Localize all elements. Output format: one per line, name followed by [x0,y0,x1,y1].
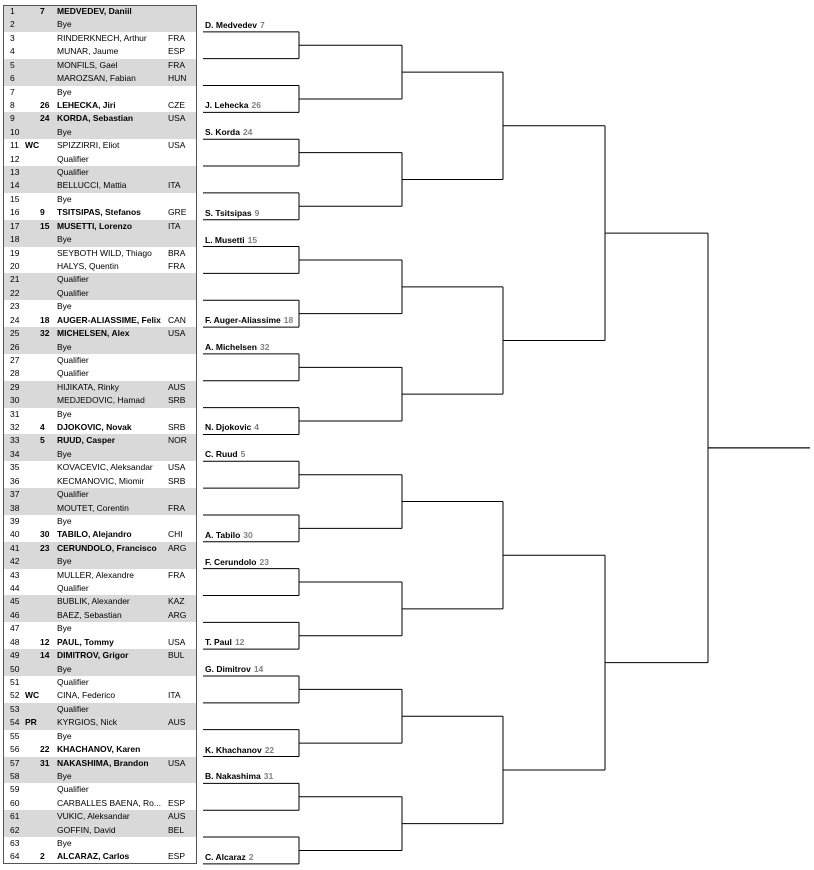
player-name: BELLUCCI, Mattia [57,180,127,191]
row-position: 64 [10,851,20,862]
row-position: 58 [10,770,20,781]
player-nationality: AUS [168,717,186,728]
player-nationality: USA [168,113,186,124]
row-position: 27 [10,354,20,365]
row-position: 14 [10,180,20,191]
round2-seed: 24 [242,127,253,138]
round2-player [205,422,259,432]
player-name: Bye [57,301,72,312]
round2-player [205,530,253,540]
player-nationality: FRA [168,260,185,271]
row-position: 56 [10,744,20,755]
row-position: 51 [10,677,20,687]
row-position: 38 [10,502,20,513]
player-nationality: FRA [168,59,185,70]
round2-name: T. Paul [205,637,232,648]
round2-player [205,342,269,352]
player-name: MAROZSAN, Fabian [57,73,136,84]
player-name: KECMANOVIC, Miomir [57,475,145,486]
round2-seed: 18 [283,315,294,326]
player-name: KORDA, Sebastian [57,113,134,124]
row-position: 50 [10,663,20,674]
round2-name: J. Lehecka [205,100,249,111]
row-position: 43 [10,569,20,580]
entry-tag: PR [25,717,37,728]
row-position: 32 [10,422,20,433]
round2-player [205,208,259,218]
row-position: 29 [10,381,20,392]
player-name: Qualifier [57,583,89,594]
player-name: Bye [57,770,72,781]
round2-name: A. Michelsen [205,341,257,352]
player-name: MOUTET, Corentin [57,502,129,513]
round2-player [205,852,254,862]
player-name: MULLER, Alexandre [57,569,135,580]
row-position: 52 [10,690,20,701]
player-name: MEDVEDEV, Daniil [57,6,132,16]
player-name: SEYBOTH WILD, Thiago [57,247,152,258]
player-nationality: FRA [168,32,185,43]
row-position: 20 [10,260,20,271]
row-position: 31 [10,408,20,419]
round2-seed: 2 [248,851,254,862]
seed-number: 22 [40,744,50,755]
player-name: Qualifier [57,354,89,365]
player-name: NAKASHIMA, Brandon [57,757,149,768]
round2-seed: 30 [243,529,253,540]
player-nationality: AUS [168,811,186,822]
round2-player [205,637,244,647]
player-name: KHACHANOV, Karen [57,744,141,755]
round2-seed: 14 [253,664,264,674]
player-nationality: ARG [168,609,187,620]
player-name: SPIZZIRRI, Eliot [57,140,120,151]
player-name: MONFILS, Gael [57,59,118,70]
row-position: 17 [10,220,20,231]
row-position: 15 [10,193,20,204]
player-name: Qualifier [57,153,89,164]
player-name: Bye [57,730,72,741]
row-position: 40 [10,529,20,540]
player-name: MUSETTI, Lorenzo [57,220,133,231]
row-position: 21 [10,274,20,285]
row-position: 54 [10,717,20,728]
player-name: Qualifier [57,677,89,687]
seed-number: 26 [40,99,50,110]
player-name: PAUL, Tommy [57,636,114,647]
row-position: 46 [10,609,20,620]
player-name: BUBLIK, Alexander [57,596,130,607]
row-position: 1 [10,6,15,16]
round2-player [205,235,257,245]
round2-name: C. Ruud [205,449,238,460]
player-name: AUGER-ALIASSIME, Felix [57,314,161,325]
player-nationality: ITA [168,690,181,701]
player-name: Bye [57,623,72,634]
player-name: Bye [57,515,72,526]
player-nationality: USA [168,462,186,473]
round2-seed: 7 [259,19,265,30]
player-name: Bye [57,341,72,352]
player-name: Bye [57,838,72,849]
row-position: 13 [10,167,20,178]
player-nationality: CAN [168,314,186,325]
round2-player [205,449,245,459]
seed-number: 4 [40,422,45,433]
player-name: Bye [57,193,72,204]
round2-seed: 9 [254,207,260,218]
row-position: 36 [10,475,20,486]
player-name: Qualifier [57,784,89,795]
seed-number: 14 [40,650,50,661]
player-nationality: ITA [168,180,181,191]
row-position: 59 [10,784,20,795]
player-nationality: NOR [168,435,187,446]
player-name: Bye [57,408,72,419]
seed-number: 23 [40,542,50,553]
round2-seed: 12 [234,637,245,648]
player-name: CERUNDOLO, Francisco [57,542,157,553]
round2-name: B. Nakashima [205,771,261,782]
round2-player [205,100,261,110]
player-nationality: ESP [168,46,186,57]
row-position: 44 [10,583,20,594]
player-nationality: GRE [168,207,187,218]
round2-seed: 5 [240,449,246,460]
player-name: RUUD, Casper [57,435,116,446]
row-position: 41 [10,542,20,553]
row-position: 34 [10,448,20,459]
row-position: 53 [10,703,20,714]
player-name: ALCARAZ, Carlos [57,851,130,862]
player-nationality: KAZ [168,596,185,607]
seed-number: 18 [40,314,50,325]
row-position: 9 [10,113,15,124]
player-name: CINA, Federico [57,690,116,701]
player-nationality: FRA [168,569,185,580]
row-position: 2 [10,19,15,30]
round2-name: L. Musetti [205,234,245,245]
seed-number: 9 [40,207,45,218]
round2-name: G. Dimitrov [205,664,251,674]
row-position: 35 [10,462,20,473]
player-nationality: USA [168,757,186,768]
player-name: Bye [57,86,72,97]
round2-player [205,664,263,674]
round2-player [205,771,273,781]
player-nationality: ARG [168,542,187,553]
player-name: HIJIKATA, Rinky [57,381,120,392]
player-name: GOFFIN, David [57,824,116,835]
row-position: 25 [10,328,20,339]
row-position: 5 [10,59,15,70]
player-nationality: BUL [168,650,185,661]
player-nationality: FRA [168,502,185,513]
player-name: MICHELSEN, Alex [57,328,130,339]
player-name: Qualifier [57,287,89,298]
row-position: 7 [10,86,15,97]
player-name: BAEZ, Sebastian [57,609,122,620]
round2-seed: 22 [264,744,275,755]
row-position: 30 [10,395,20,406]
player-name: VUKIC, Aleksandar [57,811,130,822]
round2-name: S. Korda [205,127,240,138]
player-name: Bye [57,556,72,567]
player-name: DJOKOVIC, Novak [57,422,132,433]
seed-number: 30 [40,529,50,540]
player-nationality: SRB [168,475,186,486]
player-name: MEDJEDOVIC, Hamad [57,395,145,406]
seed-number: 5 [40,435,45,446]
row-position: 22 [10,287,20,298]
seed-number: 24 [40,113,50,124]
row-position: 8 [10,99,15,110]
row-position: 24 [10,314,20,325]
round2-name: S. Tsitsipas [205,207,252,218]
player-nationality: AUS [168,381,186,392]
player-nationality: HUN [168,73,187,84]
row-position: 49 [10,650,20,661]
entry-tag: WC [25,140,40,151]
row-position: 23 [10,301,20,312]
row-position: 12 [10,153,20,164]
row-position: 48 [10,636,20,647]
seed-number: 32 [40,328,50,339]
player-name: KYRGIOS, Nick [57,717,117,728]
round2-seed: 4 [254,422,260,433]
player-nationality: USA [168,140,186,151]
player-name: TSITSIPAS, Stefanos [57,207,141,218]
player-name: Bye [57,126,72,137]
player-name: HALYS, Quentin [57,260,119,271]
player-nationality: CZE [168,99,185,110]
player-name: Qualifier [57,368,89,379]
player-name: LEHECKA, Jiri [57,99,116,110]
round2-player [205,127,252,137]
round2-name: N. Djokovic [205,422,252,433]
player-name: Bye [57,19,72,30]
round2-player [205,315,293,325]
player-name: Bye [57,663,72,674]
row-position: 39 [10,515,20,526]
row-position: 61 [10,811,20,822]
row-position: 63 [10,838,20,849]
player-name: RINDERKNECH, Arthur [57,32,147,43]
row-position: 6 [10,73,15,84]
row-position: 62 [10,824,20,835]
round2-name: K. Khachanov [205,744,262,755]
row-position: 28 [10,368,20,379]
seed-number: 2 [40,851,45,862]
row-position: 60 [10,797,20,808]
player-nationality: BEL [168,824,185,835]
round2-seed: 15 [247,234,258,245]
row-position: 11 [10,140,19,151]
row-position: 26 [10,341,20,352]
round2-seed: 32 [259,341,270,352]
round2-name: C. Alcaraz [205,851,246,862]
player-name: MUNAR, Jaume [57,46,119,57]
player-nationality: BRA [168,247,186,258]
player-name: TABILO, Alejandro [57,529,132,540]
row-position: 47 [10,623,20,634]
player-name: CARBALLES BAENA, Ro... [57,797,161,808]
player-name: DIMITROV, Grigor [57,650,129,661]
player-nationality: ESP [168,797,186,808]
player-name: Bye [57,234,72,245]
row-position: 3 [10,32,15,43]
round2-player [205,745,274,755]
round2-player [205,20,265,30]
player-name: Qualifier [57,167,89,178]
row-position: 16 [10,207,20,218]
round2-name: F. Cerundolo [205,556,257,567]
player-nationality: USA [168,328,186,339]
player-nationality: CHI [168,529,183,540]
player-name: Qualifier [57,489,89,500]
row-position: 19 [10,247,20,258]
round2-name: F. Auger-Aliassime [205,315,281,326]
seed-number: 15 [40,220,50,231]
player-nationality: SRB [168,395,186,406]
player-name: Qualifier [57,703,89,714]
entry-tag: WC [25,690,40,701]
seed-number: 31 [40,757,50,768]
row-position: 10 [10,126,20,137]
row-position: 42 [10,556,20,567]
row-position: 33 [10,435,20,446]
row-position: 45 [10,596,20,607]
row-position: 55 [10,730,20,741]
round2-player [205,557,269,567]
row-position: 4 [10,46,15,57]
player-nationality: ITA [168,220,181,231]
seed-number: 12 [40,636,50,647]
round2-seed: 31 [263,771,274,782]
player-nationality: USA [168,636,186,647]
player-nationality: SRB [168,422,186,433]
row-position: 37 [10,489,20,500]
player-nationality: ESP [168,851,186,862]
round2-seed: 26 [251,100,261,111]
round2-seed: 23 [259,556,269,567]
round2-name: A. Tabilo [205,529,241,540]
row-position: 57 [10,757,20,768]
seed-number: 7 [40,6,45,16]
row-position: 18 [10,234,20,245]
player-name: Qualifier [57,274,89,285]
round2-name: D. Medvedev [205,19,257,30]
player-name: KOVACEVIC, Aleksandar [57,462,153,473]
player-name: Bye [57,448,72,459]
